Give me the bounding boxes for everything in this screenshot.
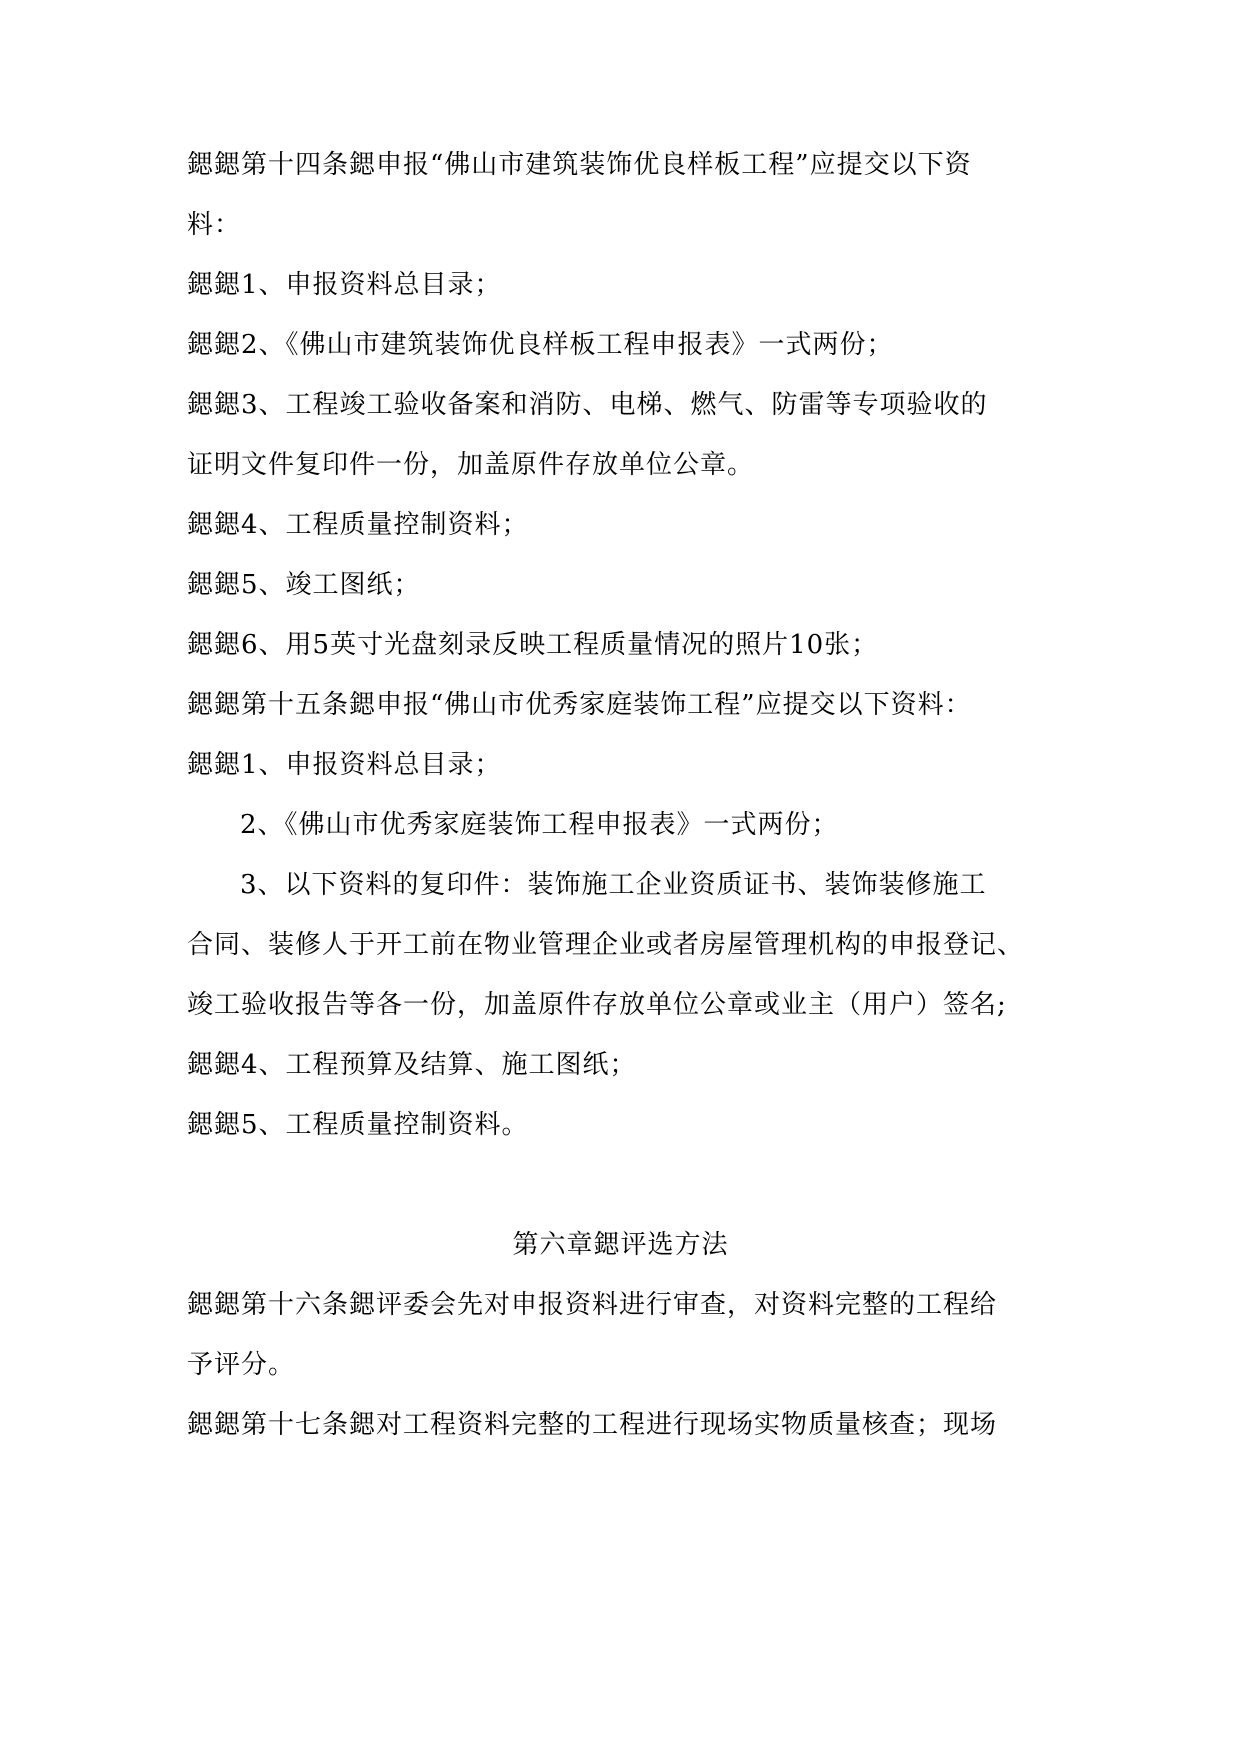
list-item: 鍶鍶6、用5英寸光盘刻录反映工程质量情况的照片10张；: [187, 630, 879, 660]
list-item: 鍶鍶4、工程质量控制资料；: [187, 510, 529, 540]
list-item: 鍶鍶4、工程预算及结算、施工图纸；: [187, 1050, 637, 1080]
paragraph-line: 鍶鍶第十七条鍶对工程资料完整的工程进行现场实物质量核查；现场: [187, 1410, 998, 1440]
list-item: 2、《佛山市优秀家庭装饰工程申报表》一式两份；: [240, 810, 839, 840]
paragraph-line: 鍶鍶第十六条鍶评委会先对申报资料进行审查，对资料完整的工程给: [187, 1290, 998, 1320]
list-item: 鍶鍶3、工程竣工验收备案和消防、电梯、燃气、防雷等专项验收的: [187, 390, 988, 420]
list-item: 鍶鍶1、申报资料总目录；: [187, 270, 502, 300]
paragraph-line: 予评分。: [187, 1350, 296, 1380]
list-item: 鍶鍶2、《佛山市建筑装饰优良样板工程申报表》一式两份；: [187, 330, 894, 360]
paragraph-line: 鍶鍶第十五条鍶申报“佛山市优秀家庭装饰工程”应提交以下资料：: [187, 690, 972, 720]
paragraph-line: 竣工验收报告等各一份，加盖原件存放单位公章或业主（用户）签名;: [187, 990, 1007, 1020]
paragraph-line: 鍶鍶第十四条鍶申报“佛山市建筑装饰优良样板工程”应提交以下资: [187, 150, 972, 180]
list-item: 鍶鍶5、工程质量控制资料。: [187, 1110, 529, 1140]
list-item: 鍶鍶1、申报资料总目录；: [187, 750, 502, 780]
list-item: 3、以下资料的复印件：装饰施工企业资质证书、装饰装修施工: [240, 870, 987, 900]
list-item: 鍶鍶5、竣工图纸；: [187, 570, 421, 600]
paragraph-line: 料：: [187, 210, 242, 240]
chapter-heading: 第六章鍶评选方法: [512, 1230, 729, 1260]
paragraph-line: 证明文件复印件一份，加盖原件存放单位公章。: [187, 450, 755, 480]
paragraph-line: 合同、装修人于开工前在物业管理企业或者房屋管理机构的申报登记、: [187, 930, 1025, 960]
